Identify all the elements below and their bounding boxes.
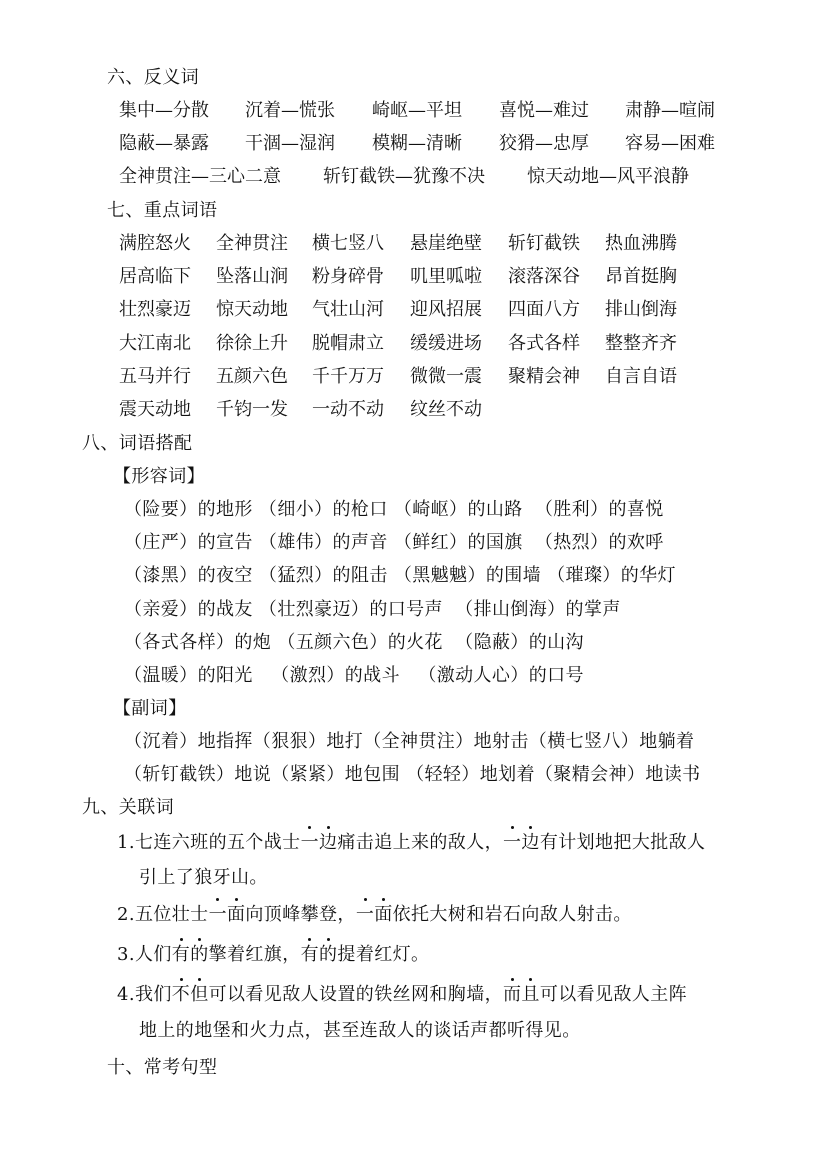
sentence-fragment: 向顶峰攀登， bbox=[245, 904, 356, 925]
key-word: 四面八方 bbox=[508, 299, 580, 321]
key-word: 各式各样 bbox=[508, 332, 580, 354]
emphasis-dot-char: 边 bbox=[319, 832, 338, 853]
sentence-fragment: 五位壮士 bbox=[134, 904, 209, 925]
key-word: 迎风招展 bbox=[410, 299, 482, 321]
key-word: 微微一震 bbox=[410, 365, 482, 387]
key-word: 昂首挺胸 bbox=[605, 266, 677, 288]
item-number: 3. bbox=[117, 944, 135, 965]
key-word: 全神贯注 bbox=[216, 233, 288, 254]
emphasis-dot-char: 而 bbox=[503, 984, 522, 1005]
conjunction-example bbox=[117, 983, 687, 1007]
sentence-fragment: 有计划地把大批敌人 bbox=[539, 832, 706, 853]
emphasis-dot-char: 有 bbox=[300, 944, 320, 965]
emphasis-dot-char: 不 bbox=[171, 984, 191, 1005]
antonym-pair: 肃静—喧闹 bbox=[625, 100, 715, 121]
section-heading-conjunctions: 九、关联词 bbox=[82, 797, 174, 818]
key-word: 满腔怒火 bbox=[119, 233, 191, 254]
key-word: 坠落山涧 bbox=[216, 266, 288, 288]
adverb-label: 【副词】 bbox=[113, 698, 187, 719]
conjunction-example-continued: 地上的地堡和火力点，甚至连敌人的谈话声都听得见。 bbox=[139, 1020, 581, 1041]
emphasis-dot-char: 但 bbox=[190, 984, 209, 1005]
key-word: 自言自语 bbox=[605, 365, 677, 387]
key-word: 气壮山河 bbox=[312, 299, 384, 321]
key-word: 五颜六色 bbox=[216, 365, 288, 387]
key-word: 横七竖八 bbox=[312, 233, 384, 254]
conjunction-example-continued: 引上了狼牙山。 bbox=[139, 867, 268, 888]
section-heading-antonyms: 六、反义词 bbox=[107, 67, 199, 88]
antonym-pair: 模糊—清晰 bbox=[372, 133, 462, 154]
key-word: 徐徐上升 bbox=[216, 332, 288, 354]
key-word: 纹丝不动 bbox=[410, 399, 482, 420]
key-word: 大江南北 bbox=[119, 332, 191, 354]
key-word: 整整齐齐 bbox=[605, 332, 677, 354]
adverb-collocation-line: （斩钉截铁）地说（紧紧）地包围 （轻轻）地划着（聚精会神）地读书 bbox=[124, 764, 701, 785]
section-heading-key-words: 七、重点词语 bbox=[107, 200, 218, 221]
emphasized-conjunction bbox=[301, 944, 338, 965]
conjunction-example bbox=[117, 831, 705, 855]
section-heading-sentence-patterns: 十、常考句型 bbox=[107, 1057, 218, 1078]
emphasis-dot-char: 边 bbox=[521, 832, 540, 853]
emphasized-conjunction bbox=[209, 904, 246, 925]
sentence-fragment: 可以看见敌人设置的铁丝网和胸墙， bbox=[208, 984, 504, 1005]
sentence-fragment: 我们 bbox=[134, 984, 172, 1005]
antonym-pair: 崎岖—平坦 bbox=[372, 100, 462, 121]
key-word: 壮烈豪迈 bbox=[119, 299, 191, 321]
emphasis-dot-char: 且 bbox=[521, 984, 540, 1005]
adjective-collocation-line: （漆黑）的夜空 （猛烈）的阻击 （黑魆魆）的围墙 （璀璨）的华灯 bbox=[124, 565, 676, 587]
adverb-collocation-line: （沉着）地指挥（狠狠）地打（全神贯注）地射击（横七竖八）地躺着 bbox=[124, 731, 695, 752]
emphasized-conjunction bbox=[172, 944, 209, 965]
sentence-fragment: 依托大树和岩石向敌人射击。 bbox=[392, 904, 632, 925]
antonym-pair: 容易—困难 bbox=[625, 133, 715, 154]
sentence-fragment: 痛击追上来的敌人， bbox=[337, 832, 504, 853]
emphasis-dot-char: 一 bbox=[300, 832, 319, 853]
emphasized-conjunction bbox=[503, 832, 540, 853]
antonym-pair: 干涸—湿润 bbox=[245, 133, 335, 154]
antonym-pair: 全神贯注—三心二意 bbox=[119, 166, 281, 187]
adjective-collocation-line: （庄严）的宣告 （雄伟）的声音 （鲜红）的国旗 （热烈）的欢呼 bbox=[124, 532, 664, 554]
antonym-pair: 隐蔽—暴露 bbox=[119, 133, 209, 154]
key-word: 粉身碎骨 bbox=[312, 266, 384, 288]
key-word: 震天动地 bbox=[119, 399, 191, 420]
key-word: 惊天动地 bbox=[216, 299, 288, 321]
emphasis-dot-char: 一 bbox=[208, 904, 227, 925]
key-word: 缓缓进场 bbox=[410, 332, 482, 354]
sentence-fragment: 可以看见敌人主阵 bbox=[539, 984, 688, 1005]
emphasized-conjunction bbox=[503, 984, 540, 1005]
antonym-pair: 斩钉截铁—犹豫不决 bbox=[323, 166, 485, 187]
emphasis-dot-char: 一 bbox=[355, 904, 375, 925]
antonym-pair: 沉着—慌张 bbox=[245, 100, 335, 121]
emphasized-conjunction bbox=[172, 984, 209, 1005]
emphasized-conjunction bbox=[301, 832, 338, 853]
key-word: 叽里呱啦 bbox=[410, 266, 482, 288]
antonym-pair: 喜悦—难过 bbox=[499, 100, 589, 121]
adjective-collocation-line: （温暖）的阳光 （激烈）的战斗 （激动人心）的口号 bbox=[124, 665, 584, 686]
section-heading-collocations: 八、词语搭配 bbox=[82, 433, 193, 454]
sentence-fragment: 七连六班的五个战士 bbox=[134, 832, 301, 853]
conjunction-example bbox=[117, 903, 632, 927]
emphasis-dot-char: 有 bbox=[171, 944, 191, 965]
antonym-pair: 集中—分散 bbox=[119, 100, 209, 121]
key-word: 居高临下 bbox=[119, 266, 191, 288]
adjective-collocation-line: （险要）的地形 （细小）的枪口 （崎岖）的山路 （胜利）的喜悦 bbox=[124, 499, 664, 520]
key-word: 千钧一发 bbox=[216, 399, 288, 420]
antonym-pair: 狡猾—忠厚 bbox=[499, 133, 589, 154]
adjective-collocation-line: （亲爱）的战友 （壮烈豪迈）的口号声 （排山倒海）的掌声 bbox=[124, 598, 621, 620]
key-word: 聚精会神 bbox=[508, 365, 580, 387]
item-number: 2. bbox=[117, 904, 135, 925]
adjective-label: 【形容词】 bbox=[113, 466, 205, 487]
key-word: 一动不动 bbox=[312, 399, 384, 420]
emphasis-dot-char: 的 bbox=[319, 944, 338, 965]
emphasis-dot-char: 一 bbox=[503, 832, 522, 853]
item-number: 1. bbox=[117, 832, 135, 853]
key-word: 千千万万 bbox=[312, 365, 384, 387]
item-number: 4. bbox=[117, 984, 135, 1005]
sentence-fragment: 人们 bbox=[134, 944, 172, 965]
key-word: 脱帽肃立 bbox=[312, 332, 384, 354]
conjunction-example bbox=[117, 943, 429, 967]
emphasis-dot-char: 面 bbox=[227, 904, 246, 925]
key-word: 五马并行 bbox=[119, 365, 191, 387]
antonym-pair: 惊天动地—风平浪静 bbox=[527, 166, 689, 187]
key-word: 热血沸腾 bbox=[605, 233, 677, 254]
emphasis-dot-char: 的 bbox=[190, 944, 209, 965]
key-word: 斩钉截铁 bbox=[508, 233, 580, 254]
sentence-fragment: 擎着红旗， bbox=[208, 944, 301, 965]
key-word: 滚落深谷 bbox=[508, 266, 580, 288]
adjective-collocation-line: （各式各样）的炮 （五颜六色）的火花 （隐蔽）的山沟 bbox=[124, 631, 584, 653]
key-word: 悬崖绝壁 bbox=[410, 233, 482, 254]
emphasized-conjunction bbox=[356, 904, 393, 925]
sentence-fragment: 提着红灯。 bbox=[337, 944, 430, 965]
emphasis-dot-char: 面 bbox=[374, 904, 393, 925]
key-word: 排山倒海 bbox=[605, 299, 677, 321]
